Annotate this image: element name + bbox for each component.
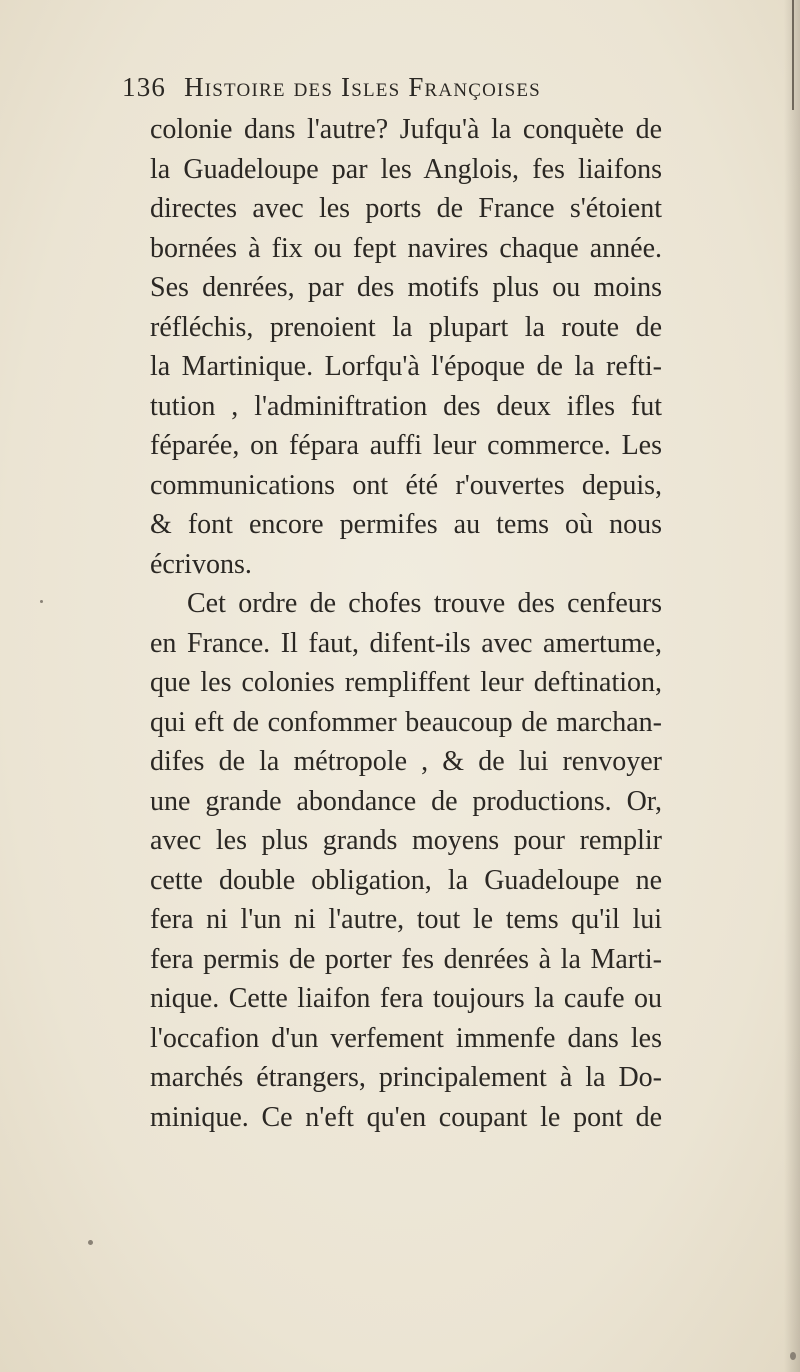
text-line: nique. Cette liaifon fera toujours la caufe ou	[150, 983, 662, 1014]
paper-speck	[790, 1352, 796, 1360]
text-line: minique. Ce n'eft qu'en coupant le pont de	[150, 1101, 662, 1133]
paragraph-end-line: écrivons.	[150, 548, 252, 580]
paragraph-start-line: Cet ordre de chofes trouve des cenfeurs	[187, 588, 662, 619]
paper-speck	[40, 600, 43, 603]
text-line: communications ont été r'ouvertes depuis,	[150, 469, 662, 501]
text-line: marchés étrangers, principalement à la Do-	[150, 1062, 662, 1093]
text-line: tution , l'adminiftration des deux ifles fut	[150, 390, 662, 422]
text-line: avec les plus grands moyens pour remplir	[150, 825, 662, 856]
page-edge-shadow	[784, 0, 800, 1372]
text-line: difes de la métropole , & de lui renvoyer	[150, 746, 662, 777]
text-line: Ses denrées, par des motifs plus ou moins	[150, 272, 662, 303]
page-number: 136	[122, 72, 167, 102]
page-edge-mark	[792, 0, 794, 110]
text-line: réfléchis, prenoient la plupart la route de	[150, 311, 662, 343]
text-line: une grande abondance de productions. Or,	[150, 785, 662, 817]
text-line: qui eft de confommer beaucoup de marchan-	[150, 706, 662, 738]
body-text	[150, 110, 662, 1137]
running-header	[122, 72, 541, 103]
running-title: Histoire des Isles Françoises	[184, 72, 541, 102]
text-line: cette double obligation, la Guadeloupe ne	[150, 864, 662, 896]
text-line: & font encore permifes au tems où nous	[150, 509, 662, 540]
text-line: bornées à fix ou fept navires chaque année.	[150, 232, 662, 264]
text-line: la Martinique. Lorfqu'à l'époque de la refti-	[150, 351, 662, 382]
text-line: féparée, on fépara auffi leur commerce. Les	[150, 430, 662, 461]
text-line: directes avec les ports de France s'étoient	[150, 193, 662, 224]
text-line: que les colonies rempliffent leur deftination,	[150, 667, 662, 698]
text-line: fera ni l'un ni l'autre, tout le tems qu'il lui	[150, 904, 662, 935]
text-line: l'occafion d'un verfement immenfe dans les	[150, 1022, 662, 1054]
paper-speck	[88, 1240, 93, 1245]
text-line: fera permis de porter fes denrées à la Marti-	[150, 943, 662, 975]
text-line: colonie dans l'autre? Jufqu'à la conquète de	[150, 114, 662, 145]
text-line: en France. Il faut, difent-ils avec amertume,	[150, 627, 662, 659]
text-line: la Guadeloupe par les Anglois, fes liaifons	[150, 153, 662, 185]
